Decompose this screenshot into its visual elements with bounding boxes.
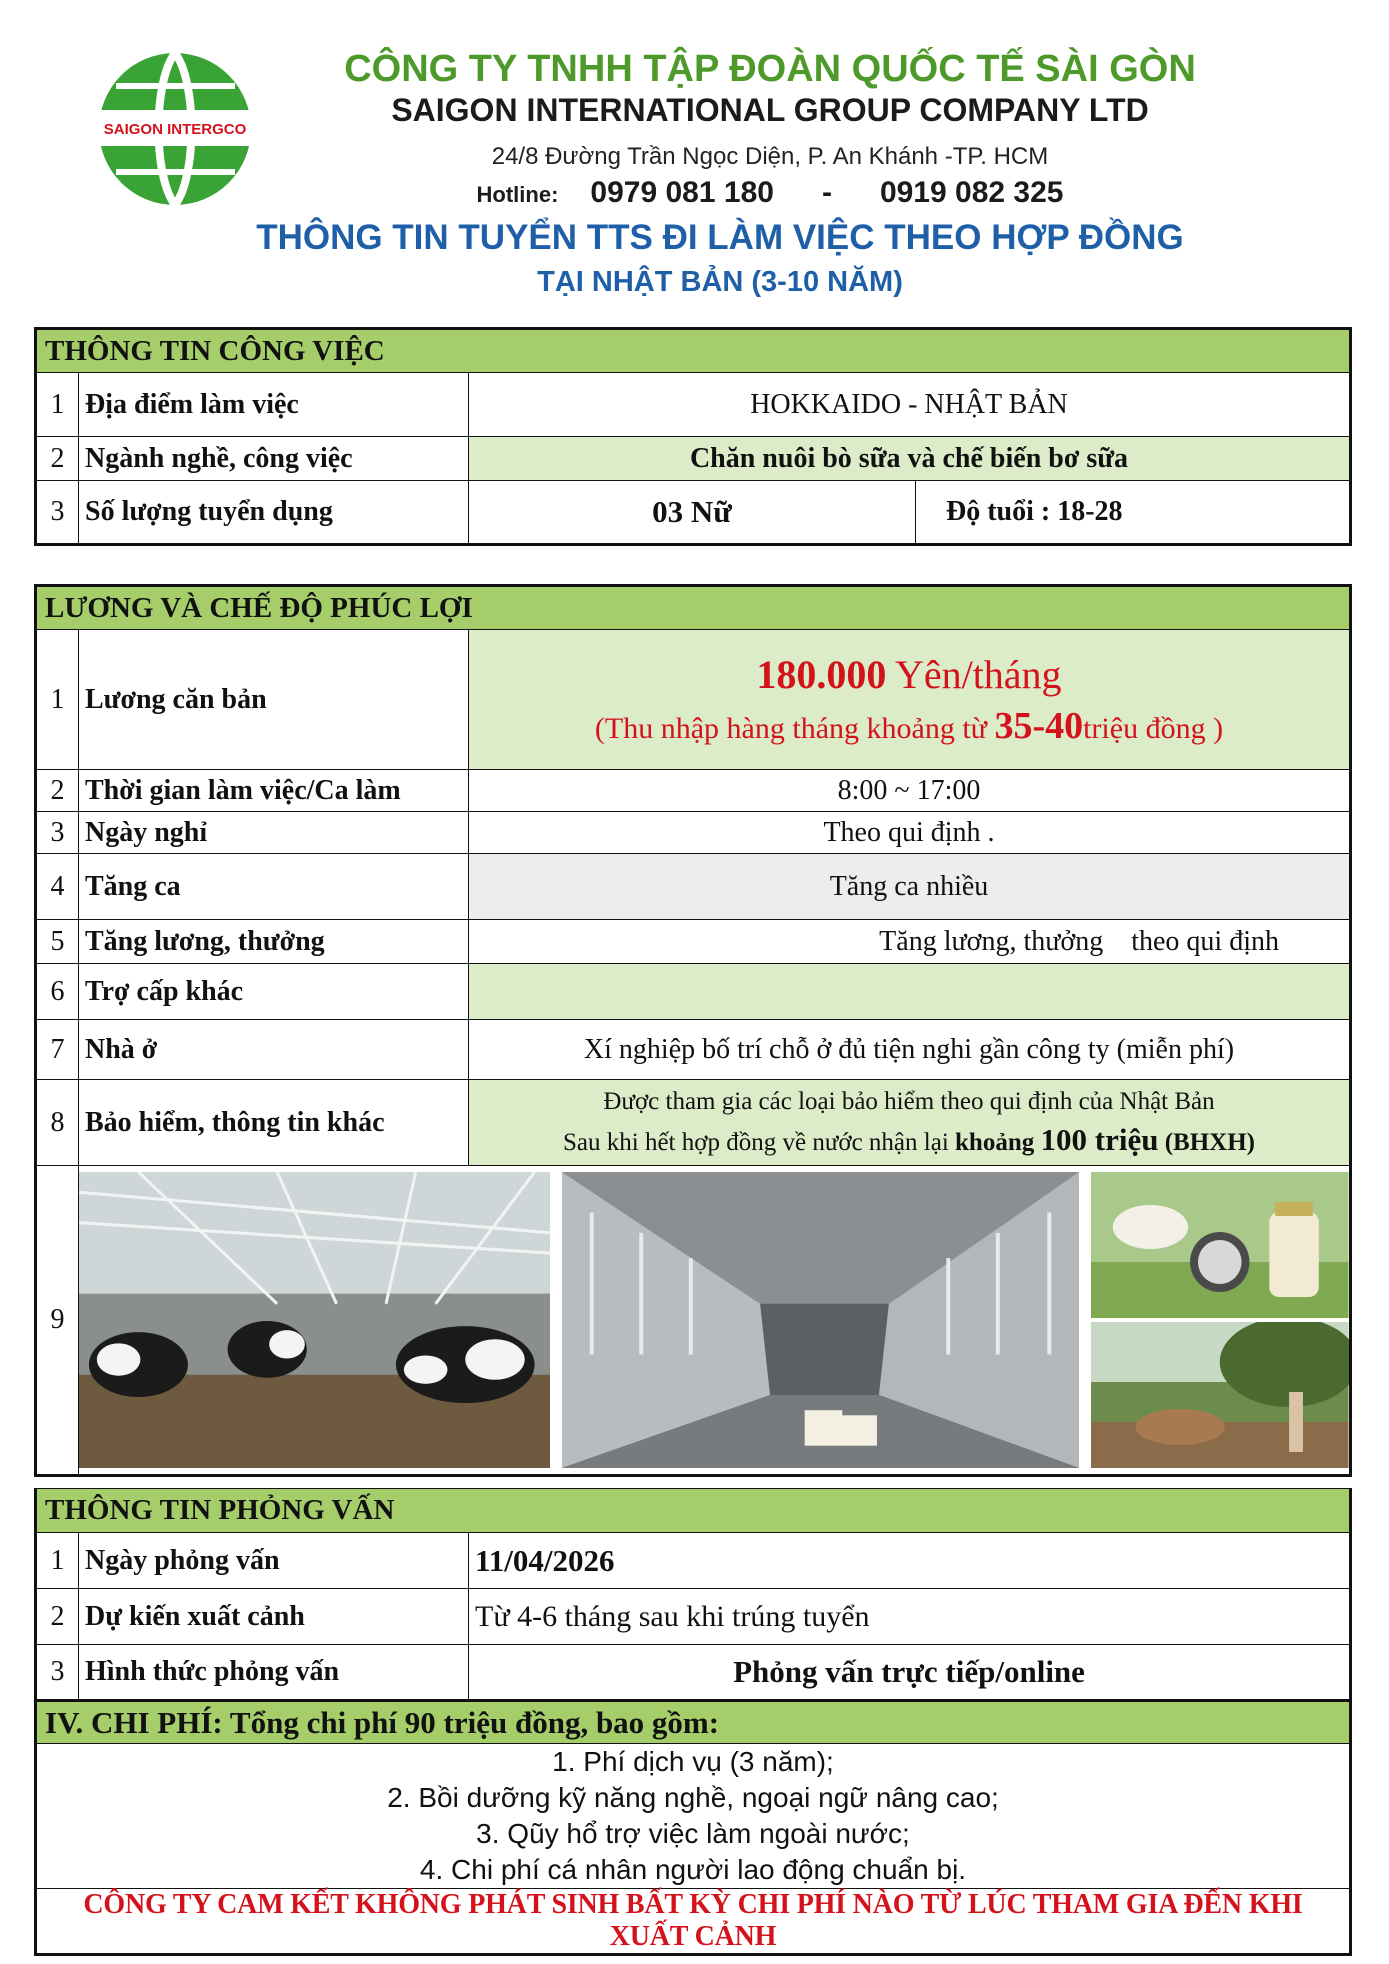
farm-landscape-photo [1091, 1322, 1349, 1468]
table-row [36, 437, 1351, 481]
insurance-line-2 [475, 1121, 1343, 1162]
row-label: Nhà ở [79, 1020, 469, 1080]
hotline-number-2: 0919 082 325 [879, 176, 1064, 209]
cost-section-title: IV. CHI PHÍ: Tổng chi phí 90 triệu đồng, bao gồm: [36, 1702, 1351, 1744]
income-range: 35-40 [994, 705, 1084, 747]
row-label: Địa điểm làm việc [79, 373, 469, 437]
insurance-value [469, 1080, 1351, 1166]
row-label: Ngày nghỉ [79, 812, 469, 854]
hotline-number-1: 0979 081 180 [590, 176, 774, 209]
table-row [36, 1166, 1351, 1476]
income-prefix: (Thu nhập hàng tháng khoảng từ [594, 712, 995, 745]
row-number: 3 [36, 812, 79, 854]
table-row [36, 481, 1351, 545]
table-row [36, 1589, 1351, 1645]
row-label: Ngành nghề, công việc [79, 437, 469, 481]
table-row [36, 812, 1351, 854]
row-number: 7 [36, 1020, 79, 1080]
table-row [36, 1020, 1351, 1080]
row-number: 6 [36, 964, 79, 1020]
document-subtitle: TẠI NHẬT BẢN (3-10 NĂM) [537, 266, 903, 298]
insurance-line-1: Được tham gia các loại bảo hiểm theo qui định của Nhật Bản [603, 1088, 1215, 1115]
table-row [36, 920, 1351, 964]
job-info-section-title: THÔNG TIN CÔNG VIỆC [36, 329, 1351, 373]
insurance-line-2-text: Sau khi hết hợp đồng về nước nhận lại [563, 1129, 956, 1156]
milking-parlor-photo [562, 1172, 1079, 1468]
recruit-quantity-value: 03 Nữ [469, 481, 916, 545]
insurance-approx: khoảng [955, 1129, 1041, 1156]
company-address: 24/8 Đường Trần Ngọc Diện, P. An Khánh -TP. HCM [491, 143, 1049, 170]
work-location-value: HOKKAIDO - NHẬT BẢN [469, 373, 1351, 437]
cow-barn-photo [79, 1172, 550, 1468]
row-number: 2 [36, 437, 79, 481]
income-suffix: triệu đồng ) [1083, 712, 1224, 745]
row-number: 1 [36, 1533, 79, 1589]
hotline-label: Hotline: [476, 182, 559, 207]
interview-date-value: 11/04/2026 [469, 1533, 1351, 1589]
row-number: 5 [36, 920, 79, 964]
cost-items-list [36, 1744, 1351, 1889]
row-label: Dự kiến xuất cảnh [79, 1589, 469, 1645]
table-row [36, 854, 1351, 920]
row-number: 2 [36, 1589, 79, 1645]
company-name-en: SAIGON INTERNATIONAL GROUP COMPANY LTD [391, 92, 1149, 128]
age-range-value: Độ tuổi : 18-28 [916, 481, 1351, 545]
row-number: 8 [36, 1080, 79, 1166]
table-row [36, 1645, 1351, 1701]
raise-bonus-value: Tăng lương, thưởng theo qui định [469, 920, 1351, 964]
company-name-vn: CÔNG TY TNHH TẬP ĐOÀN QUỐC TẾ SÀI GÒN [344, 48, 1196, 90]
expected-departure-value: Từ 4-6 tháng sau khi trúng tuyển [469, 1589, 1351, 1645]
insurance-amount: 100 triệu [1040, 1122, 1159, 1157]
insurance-bhxh: (BHXH) [1158, 1129, 1255, 1156]
table-row [36, 964, 1351, 1020]
row-number: 2 [36, 770, 79, 812]
overtime-value: Tăng ca nhiều [469, 854, 1351, 920]
housing-value: Xí nghiệp bố trí chỗ ở đủ tiện nghi gần công ty (miễn phí) [469, 1020, 1351, 1080]
salary-amount: 180.000 [756, 652, 887, 697]
working-hours-value: 8:00 ~ 17:00 [469, 770, 1351, 812]
commitment-notice: CÔNG TY CAM KẾT KHÔNG PHÁT SINH BẤT KỲ CHI PHÍ NÀO TỪ LÚC THAM GIA ĐẾN KHI XUẤT CẢNH [36, 1889, 1351, 1955]
hotline-separator: - [821, 176, 832, 209]
row-label: Số lượng tuyển dụng [79, 481, 469, 545]
row-label: Ngày phỏng vấn [79, 1533, 469, 1589]
company-logo [98, 52, 253, 207]
list-item: 3. Qũy hổ trợ việc làm ngoài nước; [476, 1818, 910, 1849]
cost-table [34, 1701, 1352, 1956]
job-info-table [34, 327, 1352, 546]
list-item: 4. Chi phí cá nhân người lao động chuẩn bị. [419, 1854, 967, 1885]
table-row [36, 373, 1351, 437]
document-title: THÔNG TIN TUYỂN TTS ĐI LÀM VIỆC THEO HỢP ĐỒNG [256, 218, 1184, 257]
row-number: 3 [36, 1645, 79, 1701]
interview-format-value: Phỏng vấn trực tiếp/online [469, 1645, 1351, 1701]
days-off-value: Theo qui định . [469, 812, 1351, 854]
interview-table [34, 1488, 1352, 1702]
row-label: Tăng lương, thưởng [79, 920, 469, 964]
row-number: 9 [36, 1166, 79, 1476]
logo-text: SAIGON INTERGCO [103, 121, 247, 138]
photo-gallery [79, 1166, 1351, 1476]
other-allowance-value [469, 964, 1351, 1020]
interview-section-title: THÔNG TIN PHỎNG VẤN [36, 1489, 1351, 1533]
row-label: Thời gian làm việc/Ca làm [79, 770, 469, 812]
list-item: 2. Bồi dưỡng kỹ năng nghề, ngoại ngữ nâng cao; [387, 1782, 999, 1813]
table-row [36, 1533, 1351, 1589]
hotline [290, 176, 1250, 210]
dairy-products-photo [1091, 1172, 1349, 1318]
row-number: 1 [36, 630, 79, 770]
row-label: Hình thức phỏng vấn [79, 1645, 469, 1701]
row-number: 4 [36, 854, 79, 920]
row-label: Trợ cấp khác [79, 964, 469, 1020]
row-number: 1 [36, 373, 79, 437]
salary-table [34, 584, 1352, 1477]
base-salary-value [469, 630, 1351, 770]
table-row [36, 1080, 1351, 1166]
row-label: Lương căn bản [79, 630, 469, 770]
table-row [36, 770, 1351, 812]
list-item: 1. Phí dịch vụ (3 năm); [552, 1746, 834, 1777]
row-label: Tăng ca [79, 854, 469, 920]
salary-unit: Yên/tháng [886, 652, 1062, 697]
row-number: 3 [36, 481, 79, 545]
salary-section-title: LƯƠNG VÀ CHẾ ĐỘ PHÚC LỢI [36, 586, 1351, 630]
row-label: Bảo hiểm, thông tin khác [79, 1080, 469, 1166]
table-row [36, 630, 1351, 770]
job-field-value: Chăn nuôi bò sữa và chế biến bơ sữa [469, 437, 1351, 481]
